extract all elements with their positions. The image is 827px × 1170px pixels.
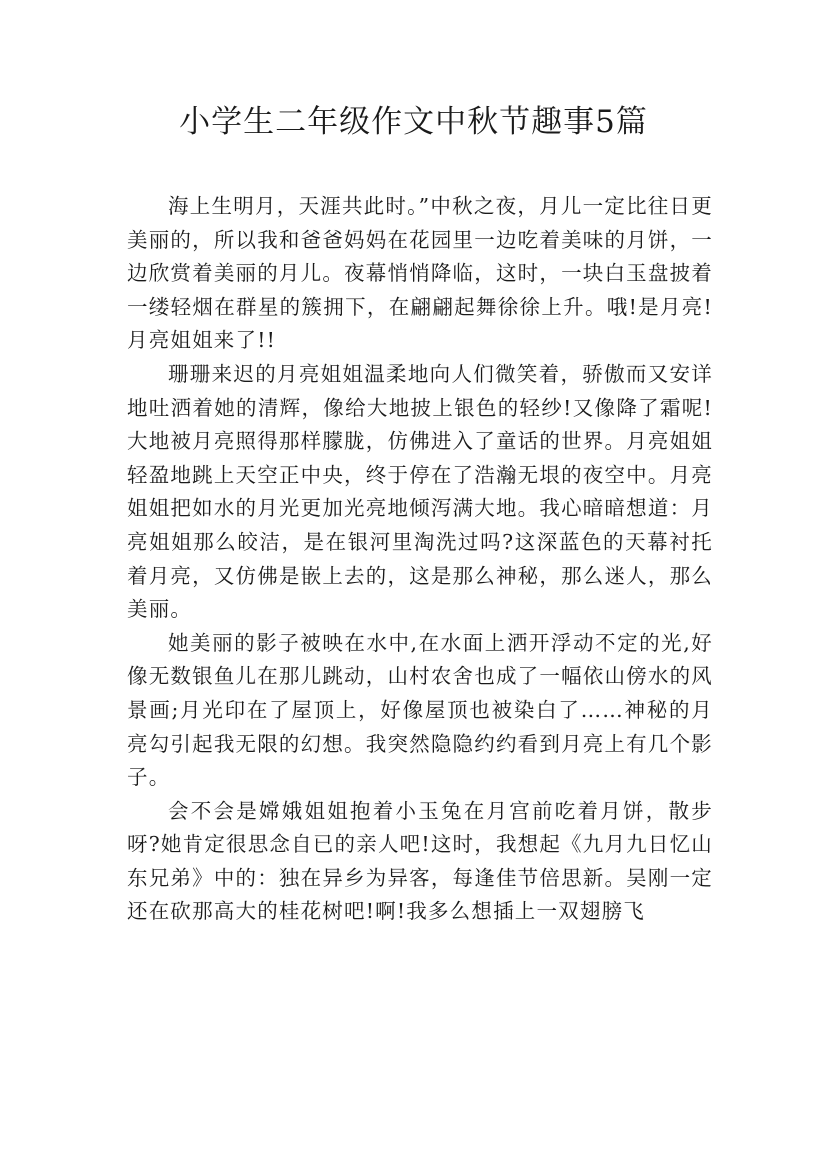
paragraph: 海上生明月，天涯共此时。”中秋之夜，月儿一定比往日更美丽的，所以我和爸爸妈妈在花园里一边吃着美味的月饼，一边欣赏着美丽的月儿。夜幕悄悄降临，这时，一块白玉盘披着一缕轻烟在群星的簇拥下，在翩翩起舞徐徐上升。哦!是月亮!月亮姐姐来了!! [127,194,713,353]
paragraph: 她美丽的影子被映在水中,在水面上洒开浮动不定的光,好像无数银鱼儿在那儿跳动，山村农舍也成了一幅依山傍水的风景画;月光印在了屋顶上，好像屋顶也被染白了……神秘的月亮勾引起我无限的幻想。我突然隐隐约约看到月亮上有几个影子。 [127,630,713,790]
paragraph: 会不会是嫦娥姐姐抱着小玉兔在月宫前吃着月饼，散步呀?她肯定很思念自已的亲人吧!这时，我想起《九月九日忆山东兄弟》中的：独在异乡为异客，每逢佳节倍思新。吴刚一定还在砍那高大的桂花树吧!啊!我多么想插上一双翅膀飞 [127,798,713,924]
document-title: 小学生二年级作文中秋节趣事5篇 [179,104,648,140]
document-body [127,190,713,929]
paragraph: 珊珊来迟的月亮姐姐温柔地向人们微笑着，骄傲而又安详地吐洒着她的清辉，像给大地披上银色的轻纱!又像降了霜呢!大地被月亮照得那样朦胧，仿佛进入了童话的世界。月亮姐姐轻盈地跳上天空正中央，终于停在了浩瀚无垠的夜空中。月亮姐姐把如水的月光更加光亮地倾泻满大地。我心暗暗想道：月亮姐姐那么皎洁，是在银河里淘洗过吗?这深蓝色的天幕衬托着月亮，又仿佛是嵌上去的，这是那么神秘，那么迷人，那么美丽。 [127,361,713,622]
